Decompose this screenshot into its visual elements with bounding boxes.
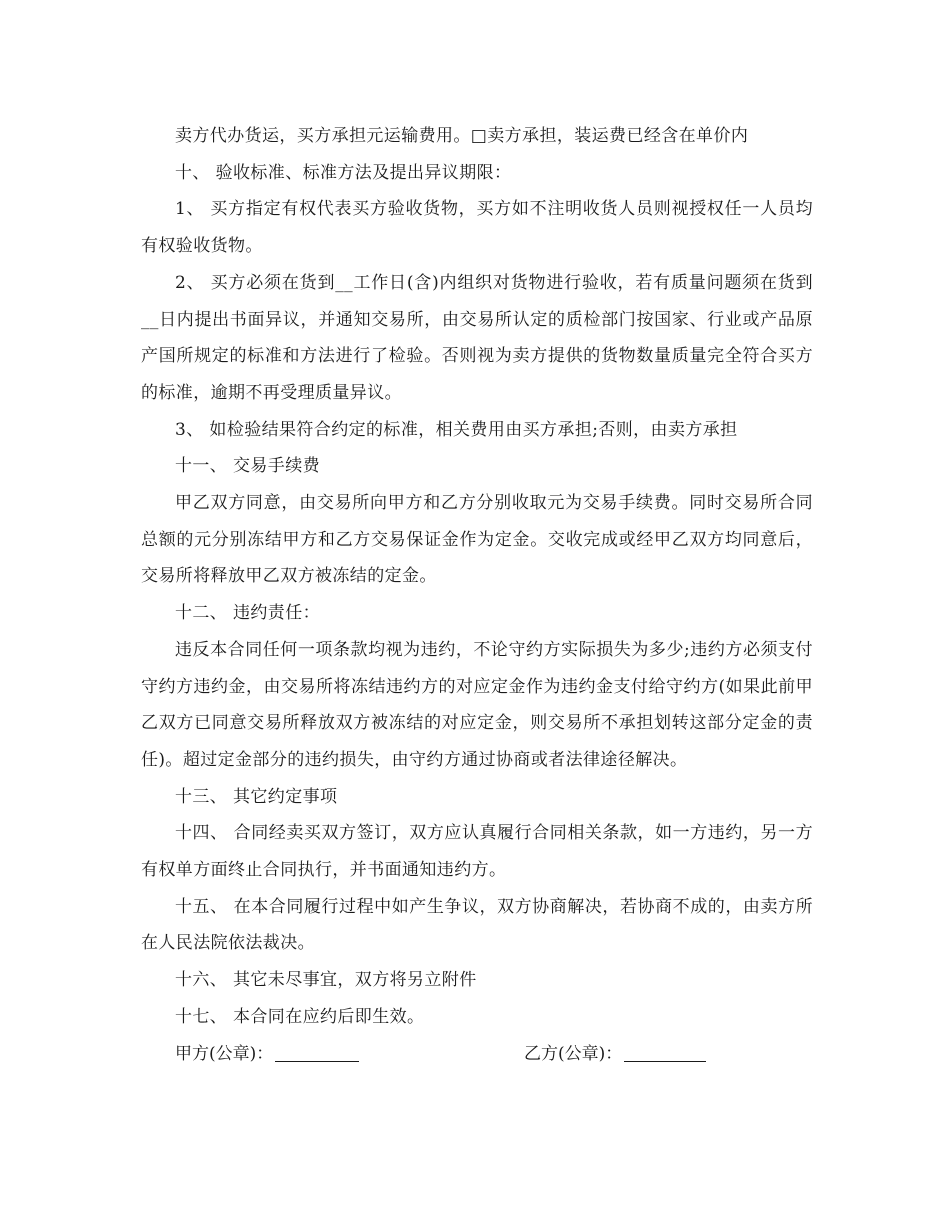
section-10-heading: 十、 验收标准、标准方法及提出异议期限： [175, 162, 512, 183]
contract-body [141, 118, 813, 1073]
party-a-label: 甲方(公章)： [175, 1043, 274, 1064]
section-11-heading: 十一、 交易手续费 [175, 456, 321, 477]
section-12-heading: 十二、 违约责任： [175, 603, 321, 624]
party-b-label: 乙方(公章)： [524, 1043, 623, 1064]
clause-10-3: 3、 如检验结果符合约定的标准，相关费用由买方承担;否则，由卖方承担 [175, 419, 738, 440]
clause-10-2: 2、 买方必须在货到__工作日(含)内组织对货物进行验收，若有质量问题须在货到__日内提出书面异议，并通知交易所，由交易所认定的质检部门按国家、行业或产品原产国所规定的标准和方法进行了检验。否则视为卖方提供的货物数量质量完全符合买方的标准，逾期不再受理质量异议。 [141, 272, 813, 403]
paragraph-shipping: 卖方代办货运，买方承担元运输费用。□卖方承担，装运费已经含在单价内 [175, 126, 749, 146]
clause-10-1: 1、 买方指定有权代表买方验收货物，买方如不注明收货人员则视授权任一人员均有权验收货物。 [141, 199, 813, 257]
clause-11-body: 甲乙双方同意，由交易所向甲方和乙方分别收取元为交易手续费。同时交易所合同总额的元分别冻结甲方和乙方交易保证金作为定金。交收完成或经甲乙双方均同意后，交易所将释放甲乙双方被冻结的定金。 [141, 493, 813, 587]
section-15: 十五、 在本合同履行过程中如产生争议，双方协商解决，若协商不成的，由卖方所在人民法院依法裁决。 [141, 896, 813, 954]
party-a-signature [175, 1036, 359, 1073]
section-14: 十四、 合同经卖买双方签订，双方应认真履行合同相关条款，如一方违约，另一方有权单方面终止合同执行，并书面通知违约方。 [141, 823, 813, 881]
party-a-seal-blank [275, 1041, 359, 1062]
section-16: 十六、 其它未尽事宜，双方将另立附件 [175, 970, 477, 991]
section-13-heading: 十三、 其它约定事项 [175, 786, 338, 807]
clause-12-body: 违反本合同任何一项条款均视为违约，不论守约方实际损失为多少;违约方必须支付守约方违约金，由交易所将冻结违约方的对应定金作为违约金支付给守约方(如果此前甲乙双方已同意交易所释放双方被冻结的对应定金，则交易所不承担划转这部分定金的责任)。超过定金部分的违约损失，由守约方通过协商或者法律途径解决。 [141, 639, 813, 770]
party-b-seal-blank [624, 1041, 706, 1062]
party-b-signature [524, 1036, 706, 1073]
signature-row [141, 1036, 813, 1073]
section-17: 十七、 本合同在应约后即生效。 [175, 1006, 425, 1027]
